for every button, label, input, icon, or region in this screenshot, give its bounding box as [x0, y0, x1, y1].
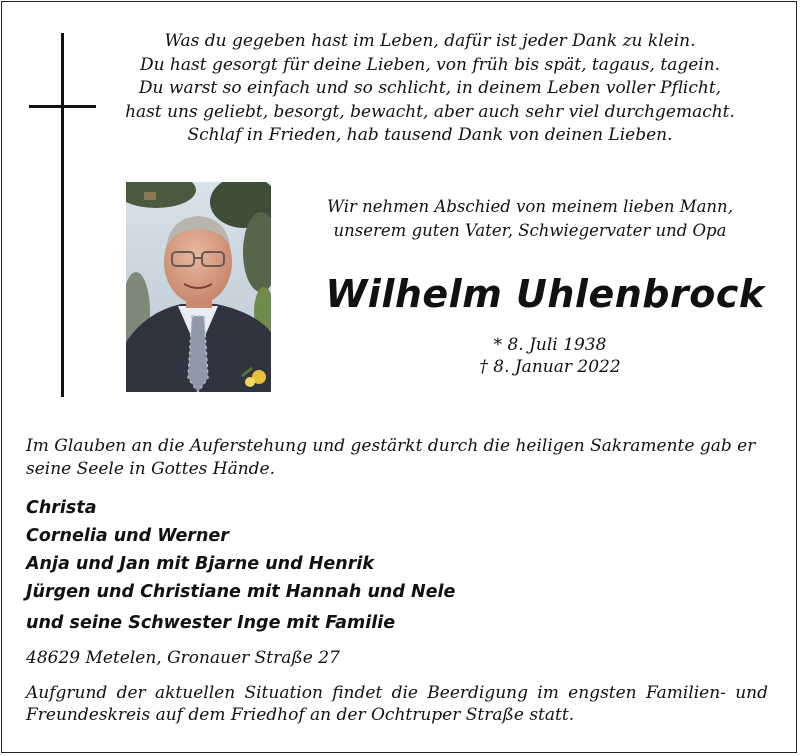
death-date: † 8. Januar 2022	[479, 357, 621, 377]
poem-line: Schlaf in Frieden, hab tausend Dank von deinen Lieben.	[187, 125, 673, 146]
intro-line: unserem guten Vater, Schwiegervater und Opa	[333, 221, 727, 240]
poem-line: Was du gegeben hast im Leben, dafür ist jeder Dank zu klein.	[164, 31, 696, 51]
family-sister: und seine Schwester Inge mit Familie	[26, 613, 396, 633]
poem-line: Du warst so einfach und so schlicht, in deinem Leben voller Pflicht,	[138, 78, 722, 99]
portrait-photo	[126, 182, 271, 392]
family-member: Christa	[26, 498, 97, 518]
family-member: Jürgen und Christiane mit Hannah und Nele	[26, 582, 456, 602]
cross-icon-bar	[29, 105, 96, 108]
intro-line: Wir nehmen Abschied von meinem lieben Mann,	[327, 197, 733, 216]
farewell-intro	[300, 195, 760, 243]
funeral-notice: Aufgrund der aktuellen Situation findet die Beerdigung im engsten Familien- und Freundeskreis auf dem Friedhof an der Ochtruper Straße statt.	[26, 683, 768, 725]
cross-icon	[61, 33, 64, 397]
birth-date: * 8. Juli 1938	[493, 335, 607, 355]
poem-line: Du hast gesorgt für deine Lieben, von früh bis spät, tagaus, tagein.	[139, 54, 721, 75]
family-list	[26, 494, 786, 637]
family-member: Anja und Jan mit Bjarne und Henrik	[26, 554, 374, 574]
family-member: Cornelia und Werner	[26, 526, 229, 546]
poem-line: hast uns geliebt, besorgt, bewacht, aber auch sehr viel durchgemacht.	[125, 101, 735, 122]
life-dates	[300, 334, 800, 378]
memorial-poem	[120, 30, 740, 148]
deceased-name: Wilhelm Uhlenbrock	[325, 272, 765, 316]
address: 48629 Metelen, Gronauer Straße 27	[26, 648, 340, 668]
faith-statement: Im Glauben an die Auferstehung und gestärkt durch die heiligen Sakramente gab er seine Seele in Gottes Hände.	[26, 436, 756, 479]
